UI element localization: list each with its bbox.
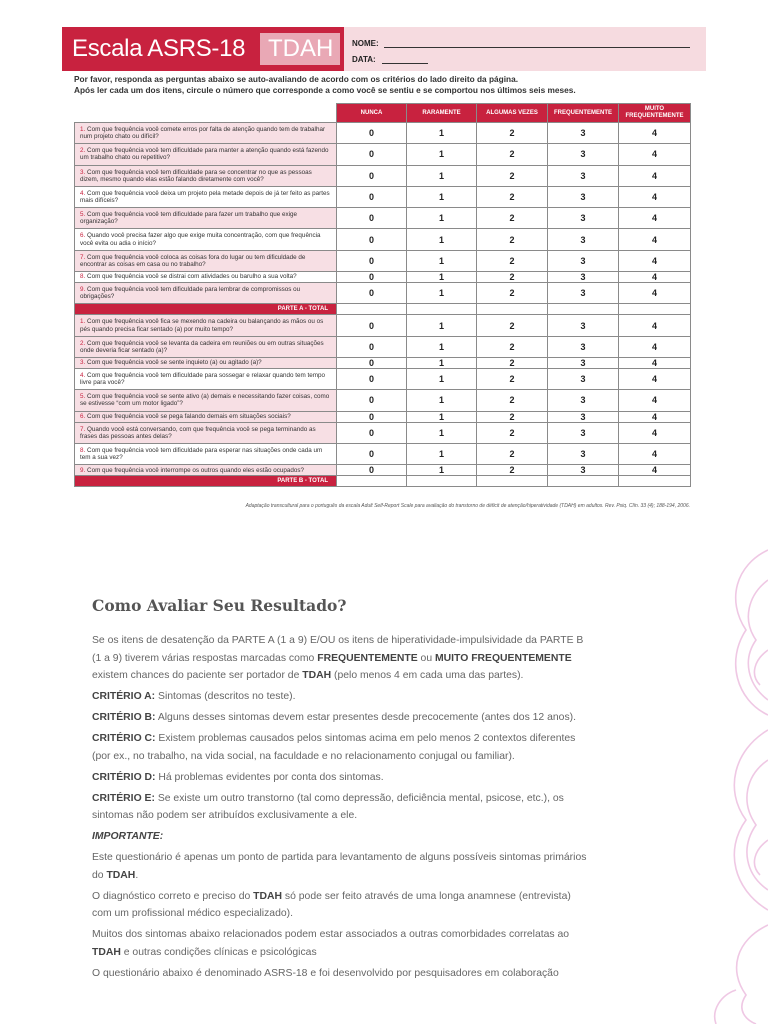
scale-option[interactable]: 0	[337, 144, 407, 165]
patient-info-area	[344, 27, 706, 71]
scale-option[interactable]: 2	[477, 443, 548, 464]
total-cell[interactable]	[548, 476, 619, 487]
scale-option[interactable]: 3	[548, 368, 619, 389]
question-row	[75, 272, 691, 283]
scale-option[interactable]: 3	[548, 465, 619, 476]
name-field-line	[384, 47, 690, 48]
scale-option[interactable]: 1	[407, 443, 477, 464]
total-cell[interactable]	[619, 304, 691, 315]
scale-option[interactable]: 1	[407, 186, 477, 207]
text-span: Muitos dos sintomas abaixo relacionados podem estar associados a outras comorbidades correlatas ao	[92, 929, 570, 941]
criterion-label: CRITÉRIO C:	[92, 733, 156, 745]
total-cell[interactable]	[407, 304, 477, 315]
scale-option[interactable]: 1	[407, 123, 477, 144]
question-number: 5.	[80, 211, 86, 219]
scale-option[interactable]: 4	[619, 250, 691, 271]
scale-option[interactable]: 4	[619, 208, 691, 229]
scale-option[interactable]: 3	[548, 357, 619, 368]
form-citation: Adaptação transcultural para o português da escala Adult Self-Report Scale para avaliação do transtorno de déficit de atenção/hiperatividade (TDAH) em adultos. Rev. Psiq. Clín. 33 (4); 188-194, 2006.	[245, 503, 690, 509]
scale-option[interactable]: 4	[619, 186, 691, 207]
question-text	[75, 229, 337, 250]
scale-option[interactable]: 1	[407, 315, 477, 336]
total-cell[interactable]	[337, 304, 407, 315]
scale-option[interactable]: 1	[407, 422, 477, 443]
question-label: Com que frequência você se sente ativo (a) demais e necessitando fazer coisas, como se estivesse “com um motor ligado”?	[80, 393, 330, 408]
question-number: 5.	[80, 393, 86, 401]
question-number: 4.	[80, 189, 86, 197]
scale-option[interactable]: 3	[548, 144, 619, 165]
question-text	[75, 208, 337, 229]
total-cell[interactable]	[477, 476, 548, 487]
total-row	[75, 304, 691, 315]
scale-option[interactable]: 3	[548, 229, 619, 250]
scale-option[interactable]: 4	[619, 123, 691, 144]
total-label: PARTE A - TOTAL	[75, 304, 337, 315]
text-span: existem chances do paciente ser portador de	[92, 670, 303, 682]
criterion-a	[92, 688, 592, 706]
scale-option[interactable]: 2	[477, 165, 548, 186]
scale-option[interactable]: 3	[548, 422, 619, 443]
question-text	[75, 272, 337, 283]
question-number: 8.	[80, 273, 86, 281]
article-heading: Como Avaliar Seu Resultado?	[92, 596, 347, 615]
scale-option[interactable]: 2	[477, 272, 548, 283]
scale-option[interactable]: 0	[337, 283, 407, 304]
question-number: 7.	[80, 425, 86, 433]
scale-option[interactable]: 0	[337, 123, 407, 144]
scale-option[interactable]: 3	[548, 283, 619, 304]
criterion-text: Sintomas (descritos no teste).	[155, 691, 296, 703]
question-row	[75, 283, 691, 304]
scale-option[interactable]: 4	[619, 283, 691, 304]
question-text	[75, 336, 337, 357]
scale-option[interactable]: 2	[477, 250, 548, 271]
text-span: e outras condições clínicas e psicológicas	[120, 947, 317, 959]
scale-option[interactable]: 3	[548, 272, 619, 283]
total-cell[interactable]	[619, 476, 691, 487]
question-text	[75, 443, 337, 464]
question-number: 1.	[80, 125, 86, 133]
question-label: Com que frequência você coloca as coisas fora do lugar ou tem dificuldade de encontrar as coisas em casa ou no trabalho?	[80, 253, 306, 268]
scale-option[interactable]: 2	[477, 411, 548, 422]
scale-option[interactable]: 2	[477, 465, 548, 476]
text-span: O diagnóstico correto e preciso do	[92, 890, 254, 902]
question-number: 1.	[80, 318, 86, 326]
scale-option[interactable]: 0	[337, 272, 407, 283]
scale-option[interactable]: 0	[337, 250, 407, 271]
column-header: RARAMENTE	[407, 104, 477, 123]
question-label: Com que frequência você tem dificuldade para fazer um trabalho que exige organização?	[80, 211, 298, 226]
bold-term: TDAH	[106, 869, 136, 881]
question-row	[75, 315, 691, 336]
scale-option[interactable]: 1	[407, 368, 477, 389]
column-header: ALGUMAS VEZES	[477, 104, 548, 123]
question-label: Com que frequência você tem dificuldade para esperar nas situações onde cada um tem a sua vez?	[80, 446, 323, 461]
scale-option[interactable]: 3	[548, 315, 619, 336]
question-number: 7.	[80, 253, 86, 261]
scale-option[interactable]: 0	[337, 336, 407, 357]
paragraph-4	[92, 965, 592, 983]
question-number: 6.	[80, 232, 86, 240]
paragraph-1	[92, 849, 592, 884]
scale-option[interactable]: 1	[407, 336, 477, 357]
column-header: FREQUENTEMENTE	[548, 104, 619, 123]
criterion-label: CRITÉRIO E:	[92, 792, 155, 804]
scale-option[interactable]: 2	[477, 357, 548, 368]
text-span: só pode ser feito através de uma longa anamnese (entrevista) com um profissional médico especializado).	[92, 890, 571, 920]
scale-option[interactable]: 4	[619, 315, 691, 336]
form-header	[62, 27, 706, 71]
scale-option[interactable]: 1	[407, 283, 477, 304]
question-text	[75, 368, 337, 389]
question-label: Com que frequência você interrompe os outros quando eles estão ocupados?	[87, 466, 305, 474]
scale-option[interactable]: 3	[548, 411, 619, 422]
total-cell[interactable]	[407, 476, 477, 487]
scale-option[interactable]: 1	[407, 411, 477, 422]
text-span: Se os itens de desatenção da PARTE A (1 a 9) E/OU os itens de hiperatividade-impulsividade da PARTE B (1 a 9) tiverem várias respostas marcadas como	[92, 635, 584, 664]
scale-option[interactable]: 3	[548, 186, 619, 207]
question-number: 2.	[80, 147, 86, 155]
important-text: IMPORTANTE:	[92, 831, 164, 843]
total-cell[interactable]	[477, 304, 548, 315]
criterion-label: CRITÉRIO B:	[92, 712, 156, 724]
question-label: Com que frequência você fica se mexendo na cadeira ou balançando as mãos ou os pés quando precisa ficar sentado (a) por muito tempo?	[80, 318, 324, 333]
text-span: (pelo menos 4 em cada uma das partes).	[331, 670, 524, 682]
total-row	[75, 476, 691, 487]
important-label	[92, 828, 592, 846]
scale-option[interactable]: 0	[337, 165, 407, 186]
question-number: 9.	[80, 286, 86, 294]
criterion-label: CRITÉRIO A:	[92, 691, 156, 703]
scale-option[interactable]: 1	[407, 208, 477, 229]
question-text	[75, 283, 337, 304]
scale-option[interactable]: 3	[548, 443, 619, 464]
scale-option[interactable]: 1	[407, 144, 477, 165]
criterion-text: Alguns desses sintomas devem estar presentes desde precocemente (antes dos 12 anos).	[155, 712, 576, 724]
scale-option[interactable]: 2	[477, 229, 548, 250]
scale-option[interactable]: 1	[407, 165, 477, 186]
scale-option[interactable]: 3	[548, 250, 619, 271]
question-row	[75, 186, 691, 207]
scale-option[interactable]: 0	[337, 229, 407, 250]
scale-option[interactable]: 4	[619, 357, 691, 368]
scale-option[interactable]: 2	[477, 315, 548, 336]
scale-option[interactable]: 2	[477, 336, 548, 357]
scale-option[interactable]: 3	[548, 390, 619, 411]
question-label: Com que frequência você se distrai com atividades ou barulho a sua volta?	[87, 273, 297, 281]
name-field-label: NOME:	[352, 39, 379, 48]
criterion-e	[92, 790, 592, 825]
scale-option[interactable]: 1	[407, 250, 477, 271]
text-span: .	[135, 869, 139, 881]
bold-term: FREQUENTEMENTE	[317, 652, 418, 664]
criterion-text: Há problemas evidentes por conta dos sintomas.	[155, 771, 384, 783]
question-number: 3.	[80, 168, 86, 176]
form-instructions	[74, 74, 694, 96]
scale-option[interactable]: 2	[477, 186, 548, 207]
scale-option[interactable]: 2	[477, 422, 548, 443]
column-header: NUNCA	[337, 104, 407, 123]
text-span: Este questionário é apenas um ponto de partida para levantamento de alguns possíveis sintomas primários do	[92, 852, 587, 881]
paragraph-2	[92, 888, 592, 923]
question-text	[75, 411, 337, 422]
asrs-table	[74, 103, 691, 487]
scale-option[interactable]: 0	[337, 411, 407, 422]
question-number: 3.	[80, 359, 86, 367]
scale-option[interactable]: 4	[619, 229, 691, 250]
scale-option[interactable]: 4	[619, 165, 691, 186]
question-row	[75, 250, 691, 271]
question-text	[75, 250, 337, 271]
decorative-pattern	[706, 540, 768, 1024]
scale-option[interactable]: 4	[619, 411, 691, 422]
scale-option[interactable]: 1	[407, 465, 477, 476]
scale-option[interactable]: 0	[337, 357, 407, 368]
scale-option[interactable]: 1	[407, 357, 477, 368]
scale-option[interactable]: 1	[407, 390, 477, 411]
scale-option[interactable]: 0	[337, 390, 407, 411]
total-label: PARTE B - TOTAL	[75, 476, 337, 487]
bold-term: MUITO FREQUENTEMENTE	[435, 652, 572, 664]
question-label: Com que frequência você tem dificuldade para lembrar de compromissos ou obrigações?	[80, 286, 301, 301]
scale-option[interactable]: 2	[477, 123, 548, 144]
instructions-line-1: Por favor, responda as perguntas abaixo se auto-avaliando de acordo com os critérios do lado direito da página.	[74, 74, 518, 84]
scale-option[interactable]: 4	[619, 465, 691, 476]
text-span: ou	[417, 652, 436, 664]
question-row	[75, 390, 691, 411]
question-row	[75, 422, 691, 443]
question-text	[75, 186, 337, 207]
date-field-label: DATA:	[352, 55, 376, 64]
question-text	[75, 465, 337, 476]
paragraph-3	[92, 926, 592, 961]
question-row	[75, 123, 691, 144]
question-number: 9.	[80, 466, 86, 474]
question-text	[75, 165, 337, 186]
scale-option[interactable]: 2	[477, 144, 548, 165]
question-number: 6.	[80, 412, 86, 420]
question-number: 4.	[80, 371, 86, 379]
criterion-b	[92, 709, 592, 727]
question-row	[75, 368, 691, 389]
scale-option[interactable]: 4	[619, 144, 691, 165]
question-text	[75, 357, 337, 368]
scale-option[interactable]: 0	[337, 315, 407, 336]
scale-option[interactable]: 4	[619, 368, 691, 389]
question-row	[75, 443, 691, 464]
question-label: Quando você precisa fazer algo que exige muita concentração, com que frequência você evita ou adia o início?	[80, 232, 321, 247]
scale-option[interactable]: 4	[619, 390, 691, 411]
bold-term: TDAH	[302, 670, 332, 682]
total-cell[interactable]	[548, 304, 619, 315]
question-label: Com que frequência você tem dificuldade para manter a atenção quando está fazendo um trabalho chato ou repetitivo?	[80, 147, 329, 162]
instructions-line-2: Após ler cada um dos itens, circule o número que corresponde a como você se sentiu e se comportou nos últimos seis meses.	[74, 85, 576, 95]
scale-option[interactable]: 3	[548, 123, 619, 144]
text-span: O questionário abaixo é denominado ASRS-18 e foi desenvolvido por pesquisadores em colaboração	[92, 968, 559, 979]
column-header: MUITO FREQUENTEMENTE	[619, 104, 691, 123]
scale-option[interactable]: 2	[477, 208, 548, 229]
question-row	[75, 229, 691, 250]
table-header-row	[75, 104, 691, 123]
question-row	[75, 411, 691, 422]
question-label: Com que frequência você comete erros por falta de atenção quando tem de trabalhar num projeto chato ou difícil?	[80, 125, 326, 141]
scale-option[interactable]: 4	[619, 272, 691, 283]
scale-option[interactable]: 3	[548, 208, 619, 229]
date-field-line	[382, 63, 428, 64]
question-text	[75, 422, 337, 443]
form-title-tag: TDAH	[268, 35, 334, 62]
scale-option[interactable]: 0	[337, 465, 407, 476]
scale-option[interactable]: 4	[619, 443, 691, 464]
scale-option[interactable]: 1	[407, 229, 477, 250]
question-label: Com que frequência você se levanta da cadeira em reuniões ou em outras situações onde deveria ficar sentado (a)?	[80, 339, 324, 354]
question-row	[75, 208, 691, 229]
form-title: Escala ASRS-18	[72, 35, 246, 62]
question-text	[75, 123, 337, 144]
question-text	[75, 390, 337, 411]
scale-option[interactable]: 3	[548, 336, 619, 357]
scale-option[interactable]: 0	[337, 443, 407, 464]
criterion-c	[92, 730, 592, 765]
question-number: 2.	[80, 339, 86, 347]
header-blank	[75, 104, 337, 123]
criterion-label: CRITÉRIO D:	[92, 771, 156, 783]
question-row	[75, 165, 691, 186]
question-number: 8.	[80, 446, 86, 454]
bold-term: TDAH	[253, 890, 283, 902]
article-section	[92, 596, 592, 986]
question-label: Com que frequência você se pega falando demais em situações sociais?	[87, 412, 291, 420]
question-text	[75, 144, 337, 165]
total-cell[interactable]	[337, 476, 407, 487]
question-row	[75, 465, 691, 476]
question-label: Com que frequência você se sente inquieto (a) ou agitado (a)?	[87, 359, 262, 367]
bold-term: TDAH	[92, 947, 121, 959]
scale-option[interactable]: 3	[548, 165, 619, 186]
scale-option[interactable]: 2	[477, 390, 548, 411]
scale-option[interactable]: 0	[337, 422, 407, 443]
question-label: Com que frequência você deixa um projeto pela metade depois de já ter feito as partes mais difíceis?	[80, 189, 330, 205]
criterion-text: Se existe um outro transtorno (tal como depressão, deficiência mental, psicose, etc.), os sintomas não podem ser atribuídos exclusivamente a ele.	[92, 792, 564, 822]
question-label: Com que frequência você tem dificuldade para sossegar e relaxar quando tem tempo livre para você?	[80, 371, 326, 387]
scale-option[interactable]: 2	[477, 283, 548, 304]
criterion-text: Existem problemas causados pelos sintomas acima em pelo menos 2 contextos diferentes (por ex., no trabalho, na vida social, na faculdade e no relacionamento conjugal ou familiar).	[92, 733, 576, 762]
article-intro	[92, 632, 592, 685]
scale-option[interactable]: 0	[337, 186, 407, 207]
question-label: Quando você está conversando, com que frequência você se pega terminando as frases das pessoas antes delas?	[80, 425, 316, 440]
scale-option[interactable]: 2	[477, 368, 548, 389]
scale-option[interactable]: 4	[619, 336, 691, 357]
question-row	[75, 336, 691, 357]
scale-option[interactable]: 0	[337, 368, 407, 389]
question-text	[75, 315, 337, 336]
criterion-d	[92, 769, 592, 787]
question-row	[75, 144, 691, 165]
scale-option[interactable]: 4	[619, 422, 691, 443]
scale-option[interactable]: 1	[407, 272, 477, 283]
scale-option[interactable]: 0	[337, 208, 407, 229]
question-row	[75, 357, 691, 368]
question-label: Com que frequência você tem dificuldade para se concentrar no que as pessoas dizem, mesmo quando elas estão falando diretamente com você?	[80, 168, 312, 183]
